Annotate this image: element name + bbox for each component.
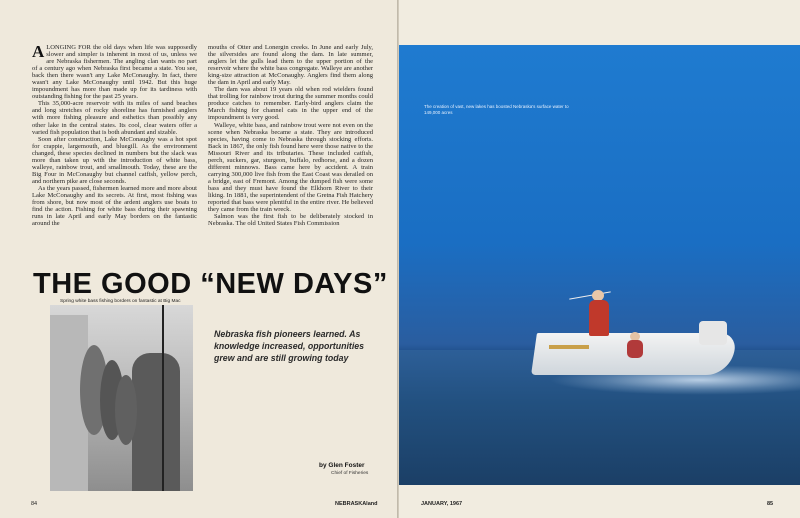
fishing-rod: [569, 291, 611, 299]
article-deck: Nebraska fish pioneers learned. As knowledge increased, opportunities grew and are still growing today: [214, 329, 365, 363]
fisherman-figure: [132, 353, 180, 491]
byline: by Glen Foster: [319, 462, 365, 469]
paragraph: The dam was about 19 years old when rod wielders found that trolling for rainbow trout during the summer months could produce catches to remember. Early-bird anglers claim the March fishing for channel cats in the upper end of the impoundment is very good.: [208, 86, 373, 122]
boat-photo: [399, 45, 800, 485]
standing-angler: [589, 300, 609, 336]
drop-cap: A: [32, 42, 45, 61]
article-column-1: [32, 44, 197, 227]
outboard-motor: [699, 321, 727, 345]
fish-stringer: [115, 375, 137, 445]
boat-stripe: [549, 345, 589, 349]
paragraph: mouths of Otter and Lonergin creeks. In June and early July, the silversides are found along the dam. In late summer, anglers let the gulls lead them to the upper portion of the reservoir where the white bass congregate. Walleye are another king-size attraction at McConaughy. Anglers find them along the dam in April and early May.: [208, 44, 373, 87]
issue-date: JANUARY, 1967: [421, 501, 463, 507]
fishing-rod: [162, 305, 164, 491]
paragraph: LONGING FOR the old days when life was supposedly slower and simpler is inherent in most of us, unless we are Nebraska fishermen. The angling clan wants no part of a century ago when Nebraska first became a state. You see, back then there wasn't any Lake McConaughy. In fact, there wasn't any Lake McConaughy until 1942. But this huge impoundment has more than made up for its tardiness with outstanding fishing for the past 25 years.: [32, 44, 197, 101]
byline-title: Chief of Fisheries: [331, 471, 369, 476]
magazine-name: NEBRASKAland: [335, 501, 378, 507]
left-page: [0, 0, 397, 518]
paragraph: Walleye, white bass, and rainbow trout were not even on the scene when Nebraska became a state. They are introduced species, having come to Nebraska through stocking efforts. Back in 1867, the only fish found here were those native to the Missouri River and its tributaries. These included catfish, perch, suckers, gar, sturgeon, buffalo, redhorse, and a dozen different minnows. Bass came here by accident. A train carrying 300,000 live fish from the East Coast was derailed on a bridge, east of Fremont. Among the dumped fish were some bass and they must have found the Elkhorn River to their liking. In 1881, the superintendent of the Gretna Fish Hatchery reported that bass were plentiful in the entire river. He believed they came from the train wreck.: [208, 121, 373, 214]
page-number: 84: [31, 501, 38, 507]
article-headline: THE GOOD “NEW DAYS”: [33, 268, 388, 300]
paragraph: Soon after construction, Lake McConaughy was a hot spot for crappie, largemouth, and bluegill. As the environment changed, these species declined in numbers but the slack was more than taken up with the introduction of white bass, walleye, rainbow trout, and smallmouth. Today, these are the Big Four in McConaughy but channel catfish, yellow perch, and northern pike are close seconds.: [32, 135, 197, 185]
paragraph: Salmon was the first fish to be deliberately stocked in Nebraska. The old United States Fish Commission: [208, 213, 373, 228]
article-column-2: [208, 44, 373, 227]
seated-angler: [627, 340, 643, 358]
photo-caption: Spring white bass fishing borders on fantastic at Big Mac: [60, 299, 181, 304]
fishermen-photo: [50, 305, 193, 491]
right-page: [399, 0, 800, 518]
photo-note: The creation of vast, new lakes has boosted Nebraska's surface water to 149,000 acres: [424, 104, 569, 115]
paragraph: As the years passed, fishermen learned more and more about Lake McConaughy and its secrets. At first, most fishing was from shore, but now most of the ardent anglers use boats to find the action. Fishing for white bass during their spawning runs in late April and early May borders on the fantastic around the: [32, 184, 197, 228]
page-number: 85: [767, 501, 774, 507]
paragraph: This 35,000-acre reservoir with its miles of sand beaches and long stretches of rocky shoreline has furnished anglers with more fishing pleasure and esthetics than possibly any other lake in the central states. Its cool, clear waters offer a varied fish population that is both abundant and sizable.: [32, 100, 197, 136]
